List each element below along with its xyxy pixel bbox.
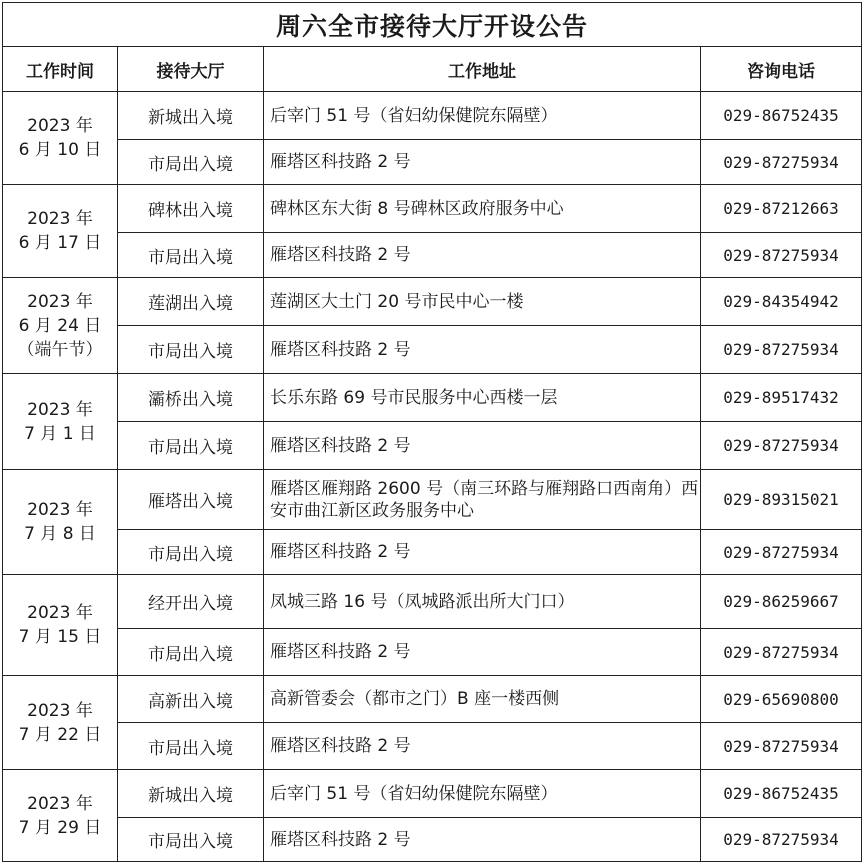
address-cell: 雁塔区科技路 2 号 xyxy=(264,326,701,374)
date-line: 2023 年 xyxy=(27,700,93,721)
hall-cell: 高新出入境 xyxy=(118,676,264,723)
hall-cell: 市局出入境 xyxy=(118,326,264,374)
date-line: 6 月 24 日 xyxy=(18,315,102,336)
date-line: 2023 年 xyxy=(27,399,93,420)
header-reception-hall: 接待大厅 xyxy=(118,47,264,92)
phone-cell: 029-89315021 xyxy=(701,470,862,530)
date-line: 7 月 15 日 xyxy=(18,627,102,647)
date-line: 2023 年 xyxy=(27,500,93,520)
work-date-cell xyxy=(3,185,118,278)
table-row xyxy=(3,723,862,770)
date-line: 2023 年 xyxy=(27,116,93,136)
table-row xyxy=(3,676,862,723)
phone-cell: 029-87275934 xyxy=(701,140,862,185)
table-row xyxy=(3,470,862,530)
address-cell: 雁塔区科技路 2 号 xyxy=(264,233,701,278)
hall-cell: 市局出入境 xyxy=(118,530,264,575)
phone-cell: 029-87275934 xyxy=(701,233,862,278)
header-work-address: 工作地址 xyxy=(264,47,701,92)
phone-cell: 029-84354942 xyxy=(701,278,862,326)
work-date-cell xyxy=(3,92,118,185)
address-cell: 雁塔区科技路 2 号 xyxy=(264,140,701,185)
hall-cell: 新城出入境 xyxy=(118,770,264,818)
header-row xyxy=(3,47,862,92)
table-row xyxy=(3,575,862,629)
date-line: 7 月 8 日 xyxy=(24,524,96,544)
hall-cell: 雁塔出入境 xyxy=(118,470,264,530)
work-date-cell xyxy=(3,575,118,676)
date-line: 6 月 10 日 xyxy=(18,140,102,160)
phone-cell: 029-87212663 xyxy=(701,185,862,233)
date-line: 6 月 17 日 xyxy=(18,233,102,253)
address-cell: 雁塔区科技路 2 号 xyxy=(264,422,701,470)
hall-cell: 市局出入境 xyxy=(118,723,264,770)
table-row xyxy=(3,278,862,326)
table-row xyxy=(3,374,862,422)
header-work-time: 工作时间 xyxy=(3,47,118,92)
address-cell: 凤城三路 16 号（凤城路派出所大门口） xyxy=(264,575,701,629)
phone-cell: 029-86752435 xyxy=(701,770,862,818)
hall-cell: 市局出入境 xyxy=(118,818,264,862)
address-cell: 雁塔区科技路 2 号 xyxy=(264,818,701,862)
table-row xyxy=(3,422,862,470)
address-cell: 雁塔区科技路 2 号 xyxy=(264,530,701,575)
table-row xyxy=(3,140,862,185)
date-line: 2023 年 xyxy=(27,793,93,814)
address-cell: 后宰门 51 号（省妇幼保健院东隔壁） xyxy=(264,770,701,818)
date-line: （端午节） xyxy=(17,339,103,360)
hall-cell: 灞桥出入境 xyxy=(118,374,264,422)
phone-cell: 029-65690800 xyxy=(701,676,862,723)
hall-cell: 市局出入境 xyxy=(118,233,264,278)
work-date-cell xyxy=(3,770,118,862)
table-title: 周六全市接待大厅开设公告 xyxy=(3,3,862,47)
date-line: 7 月 22 日 xyxy=(18,724,102,745)
phone-cell: 029-87275934 xyxy=(701,723,862,770)
phone-cell: 029-89517432 xyxy=(701,374,862,422)
work-date-cell xyxy=(3,676,118,770)
notice-table xyxy=(2,2,862,862)
address-cell: 长乐东路 69 号市民服务中心西楼一层 xyxy=(264,374,701,422)
hall-cell: 市局出入境 xyxy=(118,422,264,470)
table-row xyxy=(3,92,862,140)
table-row xyxy=(3,233,862,278)
work-date-cell xyxy=(3,374,118,470)
address-cell: 雁塔区雁翔路 2600 号（南三环路与雁翔路口西南角）西安市曲江新区政务服务中心 xyxy=(264,470,701,530)
hall-cell: 市局出入境 xyxy=(118,140,264,185)
work-date-cell xyxy=(3,278,118,374)
table-row xyxy=(3,818,862,862)
date-line: 2023 年 xyxy=(27,603,93,623)
date-line: 7 月 29 日 xyxy=(18,817,102,838)
hall-cell: 新城出入境 xyxy=(118,92,264,140)
address-cell: 雁塔区科技路 2 号 xyxy=(264,629,701,676)
date-line: 7 月 1 日 xyxy=(24,423,96,444)
table-row xyxy=(3,629,862,676)
hall-cell: 碑林出入境 xyxy=(118,185,264,233)
table-row xyxy=(3,326,862,374)
table-row xyxy=(3,770,862,818)
address-cell: 高新管委会（都市之门）B 座一楼西侧 xyxy=(264,676,701,723)
phone-cell: 029-87275934 xyxy=(701,530,862,575)
address-cell: 碑林区东大街 8 号碑林区政府服务中心 xyxy=(264,185,701,233)
phone-cell: 029-87275934 xyxy=(701,629,862,676)
phone-cell: 029-87275934 xyxy=(701,326,862,374)
phone-cell: 029-86259667 xyxy=(701,575,862,629)
date-line: 2023 年 xyxy=(27,209,93,229)
phone-cell: 029-87275934 xyxy=(701,818,862,862)
hall-cell: 市局出入境 xyxy=(118,629,264,676)
header-phone: 咨询电话 xyxy=(701,47,862,92)
hall-cell: 经开出入境 xyxy=(118,575,264,629)
address-cell: 后宰门 51 号（省妇幼保健院东隔壁） xyxy=(264,92,701,140)
address-cell: 雁塔区科技路 2 号 xyxy=(264,723,701,770)
notice-table-frame xyxy=(2,2,861,862)
address-cell: 莲湖区大土门 20 号市民中心一楼 xyxy=(264,278,701,326)
table-row xyxy=(3,530,862,575)
work-date-cell xyxy=(3,470,118,575)
hall-cell: 莲湖出入境 xyxy=(118,278,264,326)
phone-cell: 029-86752435 xyxy=(701,92,862,140)
table-row xyxy=(3,185,862,233)
date-line: 2023 年 xyxy=(27,291,93,312)
phone-cell: 029-87275934 xyxy=(701,422,862,470)
